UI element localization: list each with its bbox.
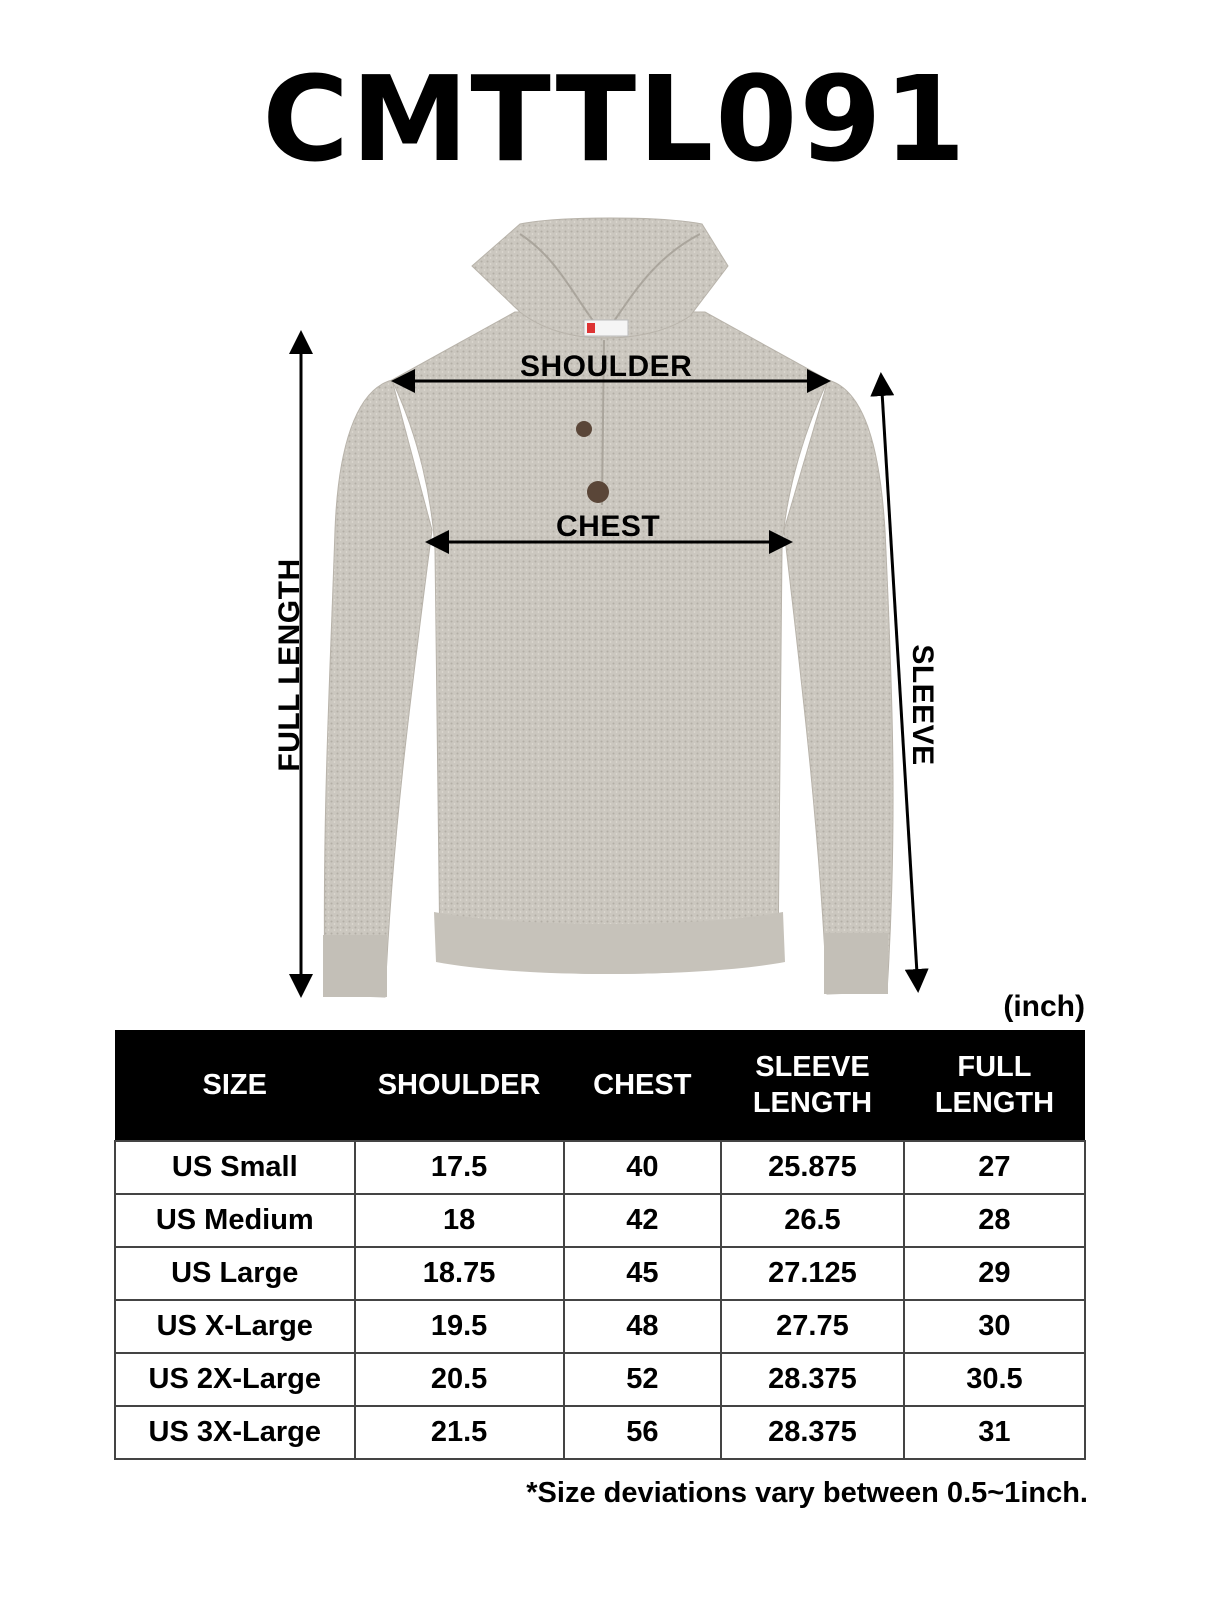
cell-size: US Large bbox=[115, 1247, 355, 1300]
header-chest: CHEST bbox=[564, 1030, 721, 1141]
cell-size: US Small bbox=[115, 1141, 355, 1194]
cell-full-length: 30.5 bbox=[904, 1353, 1085, 1406]
table-header-row bbox=[115, 1030, 1085, 1141]
cell-sleeve: 28.375 bbox=[721, 1353, 904, 1406]
table-row bbox=[115, 1194, 1085, 1247]
cell-shoulder: 18.75 bbox=[355, 1247, 564, 1300]
table-row bbox=[115, 1406, 1085, 1459]
cell-shoulder: 17.5 bbox=[355, 1141, 564, 1194]
button-top bbox=[576, 421, 592, 437]
button-bottom bbox=[587, 481, 609, 503]
cell-chest: 45 bbox=[564, 1247, 721, 1300]
table-row bbox=[115, 1247, 1085, 1300]
right-cuff bbox=[824, 933, 888, 994]
cell-chest: 48 bbox=[564, 1300, 721, 1353]
cell-full-length: 27 bbox=[904, 1141, 1085, 1194]
cell-full-length: 31 bbox=[904, 1406, 1085, 1459]
cell-size: US 3X-Large bbox=[115, 1406, 355, 1459]
cell-size: US X-Large bbox=[115, 1300, 355, 1353]
sweater-illustration bbox=[0, 200, 1230, 1030]
shoulder-label: SHOULDER bbox=[520, 350, 693, 383]
cell-chest: 42 bbox=[564, 1194, 721, 1247]
cell-shoulder: 21.5 bbox=[355, 1406, 564, 1459]
table-row bbox=[115, 1300, 1085, 1353]
cell-sleeve: 28.375 bbox=[721, 1406, 904, 1459]
table-row bbox=[115, 1353, 1085, 1406]
cell-chest: 40 bbox=[564, 1141, 721, 1194]
cell-sleeve: 25.875 bbox=[721, 1141, 904, 1194]
sweater-body bbox=[392, 312, 828, 974]
cell-shoulder: 19.5 bbox=[355, 1300, 564, 1353]
product-code-title: CMTTL091 bbox=[262, 50, 968, 188]
sleeve-label: SLEEVE bbox=[906, 644, 939, 766]
cell-full-length: 29 bbox=[904, 1247, 1085, 1300]
header-shoulder: SHOULDER bbox=[355, 1030, 564, 1141]
chest-label: CHEST bbox=[556, 510, 661, 543]
unit-label: (inch) bbox=[1003, 990, 1085, 1023]
size-chart-table bbox=[114, 1030, 1086, 1460]
garment-diagram bbox=[0, 200, 1230, 1030]
table-row bbox=[115, 1141, 1085, 1194]
cell-shoulder: 18 bbox=[355, 1194, 564, 1247]
full-length-label: FULL LENGTH bbox=[273, 558, 306, 772]
left-sleeve bbox=[324, 380, 432, 997]
header-size: SIZE bbox=[115, 1030, 355, 1141]
right-sleeve bbox=[784, 380, 893, 994]
cell-full-length: 28 bbox=[904, 1194, 1085, 1247]
cell-shoulder: 20.5 bbox=[355, 1353, 564, 1406]
cell-full-length: 30 bbox=[904, 1300, 1085, 1353]
cell-sleeve: 26.5 bbox=[721, 1194, 904, 1247]
cell-chest: 52 bbox=[564, 1353, 721, 1406]
cell-sleeve: 27.125 bbox=[721, 1247, 904, 1300]
header-sleeve-length: SLEEVE LENGTH bbox=[721, 1030, 904, 1141]
header-full-length: FULL LENGTH bbox=[904, 1030, 1085, 1141]
cell-size: US 2X-Large bbox=[115, 1353, 355, 1406]
cell-size: US Medium bbox=[115, 1194, 355, 1247]
left-cuff bbox=[323, 935, 387, 997]
cell-sleeve: 27.75 bbox=[721, 1300, 904, 1353]
size-deviation-note: *Size deviations vary between 0.5~1inch. bbox=[526, 1477, 1088, 1509]
cell-chest: 56 bbox=[564, 1406, 721, 1459]
